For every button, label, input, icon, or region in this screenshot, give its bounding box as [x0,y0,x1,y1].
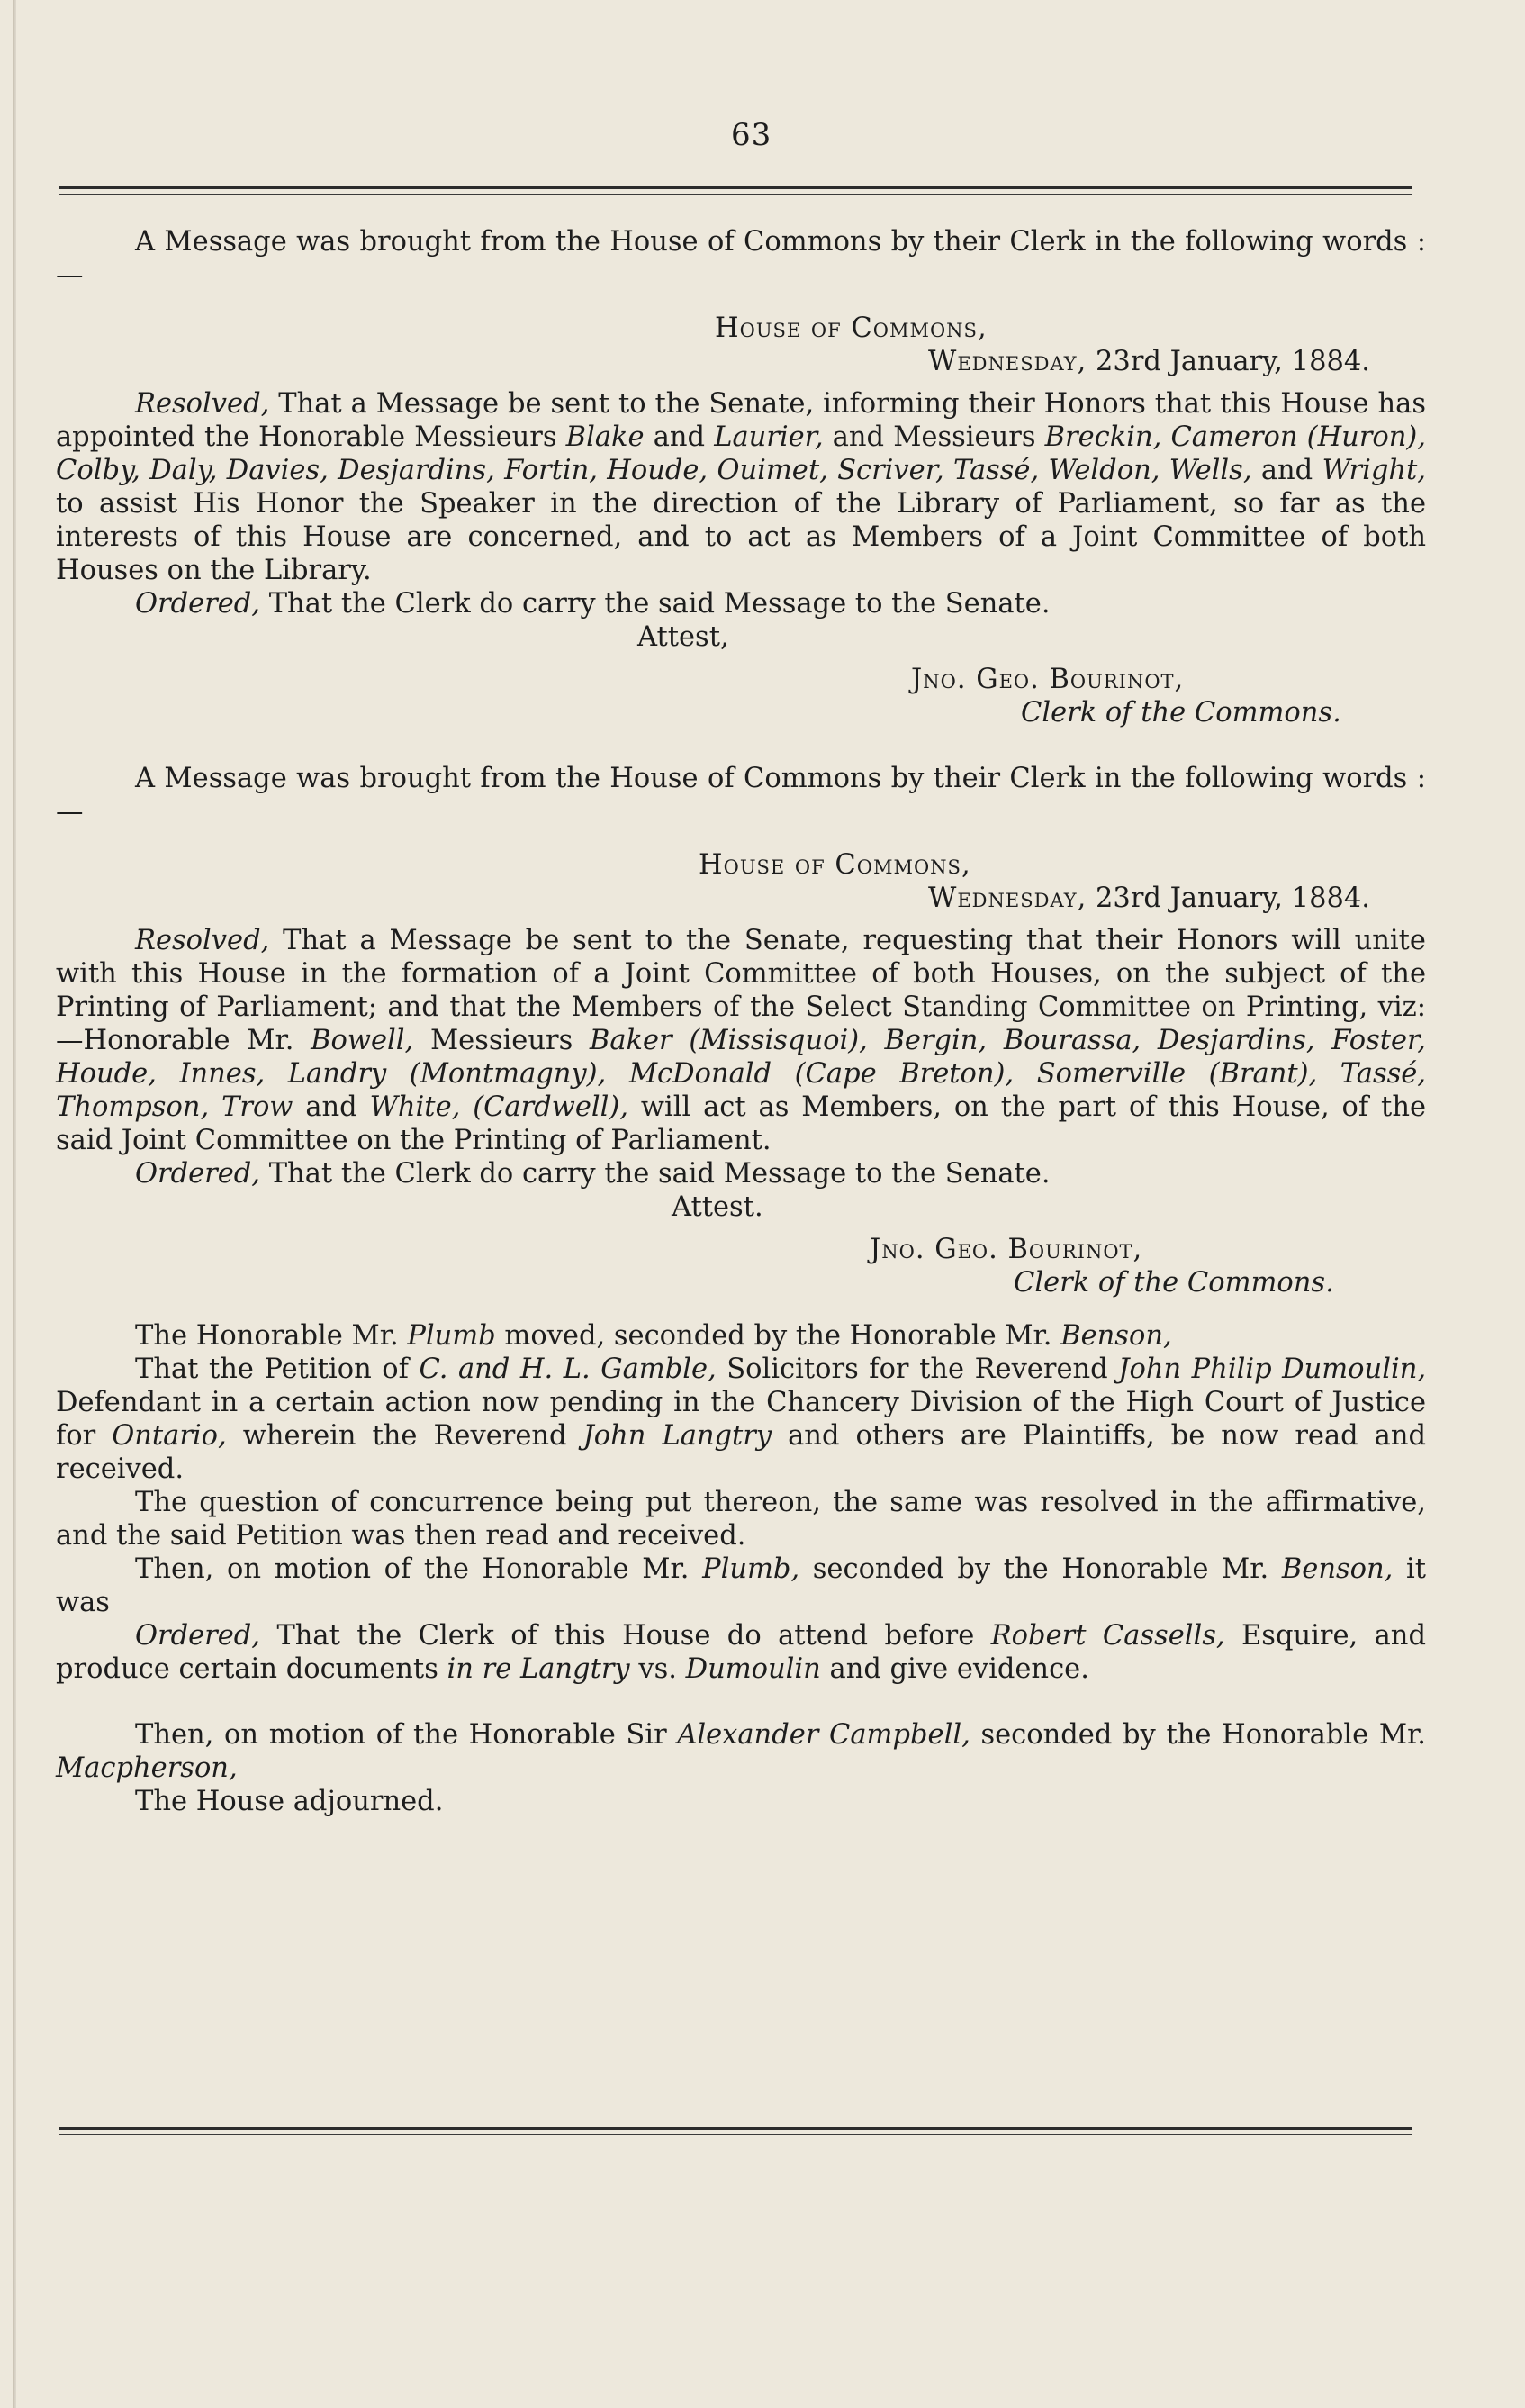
message2-ordered: Ordered, That the Clerk do carry the said Message to the Senate. [135,1158,1051,1190]
motion-paragraph-1: The Honorable Mr. Plumb moved, seconded by the Honorable Mr. Benson, [135,1320,1172,1352]
message2-date: Wednesday, 23rd January, 1884. [928,883,1370,914]
message1-ordered: Ordered, That the Clerk do carry the said Message to the Senate. [135,588,1051,620]
message2-header [56,848,1426,915]
house-adjourned: The House adjourned. [135,1786,444,1817]
message1-date: Wednesday, 23rd January, 1884. [928,346,1370,377]
adjournment-motion: Then, on motion of the Honorable Sir Alexander Campbell, seconded by the Honorable Mr. Macpherson, [56,1719,1426,1784]
journal-body [56,225,1426,1818]
message1-signer: Jno. Geo. Bourinot, [911,664,1185,695]
message1-signer-title: Clerk of the Commons. [1021,697,1341,729]
message2-attest: Attest. [672,1191,763,1223]
bottom-rule-thin [59,2134,1412,2135]
message2-signer-title: Clerk of the Commons. [1014,1267,1334,1299]
message1-signature [56,663,1426,729]
message2-resolution: Resolved, That a Message be sent to the Senate, requesting that their Honors will unite with this House in the formation of a Joint Committee of both Houses, on the subject of the Printing of Parliament; and that the Members of the Select Standing Committee on Printing, viz:—Honorable Mr. Bowell, Messieurs Baker (Missisquoi), Bergin, Bourassa, Desjardins, Foster, Houde, Innes, Landry (Montmagny), McDonald (Cape Breton), Somerville (Brant), Tassé, Thompson, Trow and White, (Cardwell), will act as Members, on the part of this House, of the said Joint Committee on the Printing of Parliament. [56,925,1427,1156]
message2-house: House of Commons, [699,849,971,881]
motion-paragraph-2: That the Petition of C. and H. L. Gamble, Solicitors for the Reverend John Philip Dumoulin, Defendant in a certain action now pending in the Chancery Division of the High Court of Justice for Ontario, wherein the Reverend John Langtry and others are Plaintiffs, be now read and received. [56,1353,1427,1485]
message1-resolution: Resolved, That a Message be sent to the Senate, informing their Honors that this House has appointed the Honorable Messieurs Blake and Laurier, and Messieurs Breckin, Cameron (Huron), Colby, Daly, Davies, Desjardins, Fortin, Houde, Ouimet, Scriver, Tassé, Weldon, Wells, and Wright, to assist His Honor the Speaker in the direction of the Library of Parliament, so far as the interests of this House are concerned, and to act as Members of a Joint Committee of both Houses on the Library. [56,388,1427,586]
message1-house: House of Commons, [715,312,988,344]
page-number: 63 [731,117,772,153]
message2-intro: A Message was brought from the House of Commons by their Clerk in the following words :— [56,763,1426,828]
message1-attest: Attest, [637,621,729,653]
motion-paragraph-4: Then, on motion of the Honorable Mr. Plumb, seconded by the Honorable Mr. Benson, it was [56,1553,1426,1618]
motion-paragraph-5: Ordered, That the Clerk of this House do attend before Robert Cassells, Esquire, and produce certain documents in re Langtry vs. Dumoulin and give evidence. [56,1620,1426,1685]
message2-signer: Jno. Geo. Bourinot, [870,1234,1143,1265]
bottom-rule [59,2127,1412,2130]
motion-paragraph-3: The question of concurrence being put thereon, the same was resolved in the affirmative, and the said Petition was then read and received. [56,1487,1426,1552]
message1-header [56,312,1426,378]
binding-edge [13,0,16,2408]
message2-signature [56,1233,1426,1299]
message1-intro: A Message was brought from the House of Commons by their Clerk in the following words :— [56,226,1426,291]
top-rule-thin [59,194,1412,195]
top-rule [59,186,1412,189]
